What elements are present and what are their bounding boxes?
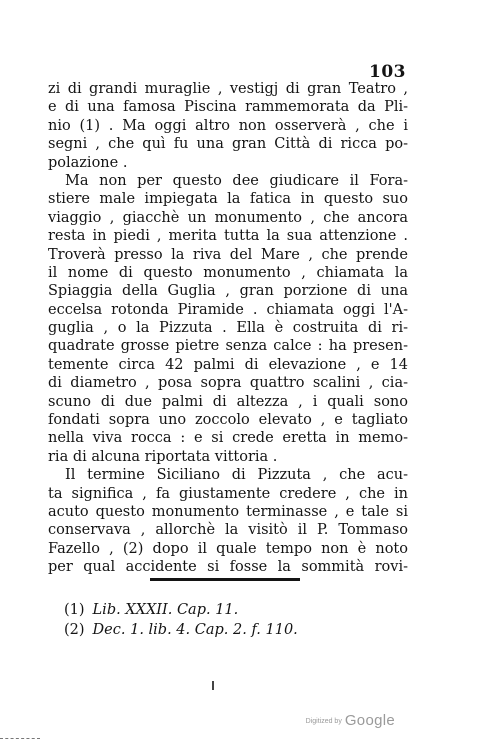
text-line: ria di alcuna riportata vittoria . [48,448,278,465]
text-line: quadrate grosse pietre senza calce : ha presen- [48,338,408,355]
footnote-2 [64,620,364,640]
text-line: eccelsa rotonda Piramide . chiamata oggi l'A- [48,301,408,318]
text-line: Ma non per questo dee giudicare il Fora- [65,172,408,189]
text-line: segni , che quì fu una gran Città di ricca po- [48,136,408,153]
text-line: polazione . [48,154,128,171]
text-line: zi di grandi muraglie , vestigj di gran Teatro , [48,81,408,97]
text-line: di diametro , posa sopra quattro scalini , cia- [48,375,408,392]
text-line: scuno di due palmi di altezza , i quali sono [48,393,408,410]
text-line: nella viva rocca : e si crede eretta in memo- [48,430,408,447]
watermark-brand: Google [344,712,395,729]
text-line: Il termine Siciliano di Pizzuta , che acu- [65,467,408,484]
text-line: il nome di questo monumento , chiamata la [48,264,408,281]
ink-mark [212,681,214,690]
text-line: viaggio , giacchè un monumento , che ancora [48,209,408,226]
text-line: fondati sopra uno zoccolo elevato , e tagliato [48,412,408,429]
scan-edge-mark [0,738,40,739]
text-line: resta in piedi , merita tutta la sua attenzione . [48,228,408,245]
footnote-marker: (2) [64,622,85,638]
page-number: 103 [369,62,406,82]
text-line: temente circa 42 palmi di elevazione , e 14 [48,356,408,373]
text-line: Troverà presso la riva del Mare , che prende [48,246,408,263]
watermark-prefix: Digitized by [305,718,342,725]
footnote-reference: Dec. 1. lib. 4. Cap. 2. f. 110. [92,622,298,638]
text-line: Fazello , (2) dopo il quale tempo non è noto [48,540,408,557]
text-line: conservava , allorchè la visitò il P. Tommaso [48,522,408,539]
text-line: acuto questo monumento terminasse , e tale si [48,503,408,520]
footnote-marker: (1) [64,602,85,618]
text-line: per qual accidente si fosse la sommità rovi- [48,559,408,576]
footnotes [64,600,364,640]
text-line: e di una famosa Piscina rammemorata da Pli- [48,99,408,116]
footnote-reference: Lib. XXXII. Cap. 11. [92,602,239,618]
text-line: nio (1) . Ma oggi altro non osserverà , che i [48,117,408,134]
text-line: stiere male impiegata la fatica in questo suo [48,191,408,208]
text-line: Spiaggia della Guglia , gran porzione di una [48,283,408,300]
digitization-watermark [306,712,395,730]
footnote-divider [150,578,300,581]
text-line: ta significa , fa giustamente credere , che in [48,485,408,502]
body-text [48,80,408,577]
footnote-1 [64,600,364,620]
text-line: guglia , o la Pizzuta . Ella è costruita di ri- [48,320,408,337]
